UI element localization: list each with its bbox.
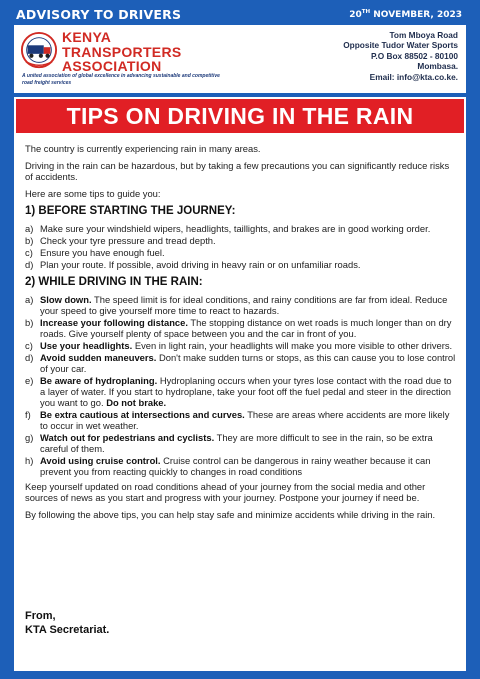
item-marker: h): [25, 455, 34, 466]
address-line: Opposite Tudor Water Sports: [343, 40, 458, 51]
item-emphasis: Do not brake.: [106, 397, 167, 408]
section-heading: 2) WHILE DRIVING IN THE RAIN:: [25, 276, 203, 288]
item-text: Even in light rain, your headlights will make you more visible to other drivers.: [132, 340, 453, 351]
list-item: [25, 375, 456, 408]
closing-paragraph: By following the above tips, you can help stay safe and minimize accidents while driving in the rain.: [25, 509, 436, 520]
item-text: Cruise control can be dangerous in rainy weather because it can prevent you from reacting quickly to changes in road conditions: [40, 455, 431, 477]
item-marker: b): [25, 235, 34, 246]
letterhead: [14, 25, 466, 93]
list-item: [25, 455, 456, 477]
item-text: Don't make sudden turns or stops, as this can cause you to lose control of your car.: [40, 352, 456, 374]
closing-paragraph: Keep yourself updated on road conditions ahead of your journey from the social media and other sources of news as you start and progress with your journey. Postpone your journey if need be.: [25, 481, 426, 503]
org-name-line: KENYA: [62, 29, 112, 45]
while-driving-list: [25, 294, 456, 477]
organization-name: [62, 30, 182, 74]
kta-logo-icon: [20, 31, 58, 71]
list-item: [25, 317, 456, 339]
item-lead: Use your headlights.: [40, 340, 133, 351]
intro-paragraph: Here are some tips to guide you:: [25, 188, 161, 199]
list-item: [25, 259, 456, 270]
date-rest: NOVEMBER, 2023: [370, 10, 462, 20]
org-address: [343, 30, 458, 82]
date-suffix: TH: [361, 9, 371, 15]
item-lead: Be aware of hydroplaning.: [40, 375, 158, 386]
item-text: These are areas where accidents are more likely to occur in wet weather.: [40, 409, 450, 431]
sign-sender: KTA Secretariat.: [25, 624, 110, 636]
list-item: [25, 235, 456, 246]
advisory-body: [14, 135, 466, 671]
item-lead: Slow down.: [40, 294, 92, 305]
item-marker: e): [25, 375, 34, 386]
item-marker: c): [25, 340, 33, 351]
item-marker: b): [25, 317, 34, 328]
item-marker: d): [25, 352, 34, 363]
item-text: Plan your route. If possible, avoid driving in heavy rain or on unfamiliar roads.: [40, 259, 361, 270]
item-lead: Increase your following distance.: [40, 317, 188, 328]
org-tagline: A united association of global excellence in advancing sustainable and competitive road freight services: [22, 73, 220, 86]
sign-from: From,: [25, 610, 56, 622]
org-name-line: ASSOCIATION: [62, 58, 162, 74]
intro-paragraph: Driving in the rain can be hazardous, but by taking a few precautions you can significantly reduce risks of accidents.: [25, 160, 450, 182]
list-item: [25, 223, 456, 234]
date-day: 20: [349, 10, 362, 20]
item-marker: d): [25, 259, 34, 270]
list-item: [25, 247, 456, 258]
list-item: [25, 352, 456, 374]
item-lead: Avoid using cruise control.: [40, 455, 161, 466]
list-item: [25, 432, 456, 454]
list-item: [25, 340, 456, 351]
item-marker: a): [25, 294, 34, 305]
item-text: Hydroplaning occurs when your tyres lose contact with the road due to a layer of water. If you start to hydroplane, take your foot off the fuel pedal and steer in the direction you want to go.: [40, 375, 452, 408]
item-lead: Avoid sudden maneuvers.: [40, 352, 157, 363]
item-text: The speed limit is for ideal conditions, and rainy conditions are far from ideal. Reduce your speed to give yourself more time to react to hazards.: [40, 294, 448, 316]
signature-block: [25, 609, 109, 637]
address-line: P.O Box 88502 - 80100: [370, 50, 458, 61]
item-text: Make sure your windshield wipers, headlights, taillights, and brakes are in good working order.: [40, 223, 431, 234]
item-marker: f): [25, 409, 31, 420]
email-line: Email: info@kta.co.ke.: [369, 71, 458, 82]
address-line: Mombasa.: [417, 61, 458, 72]
before-journey-list: [25, 223, 456, 270]
item-text: Check your tyre pressure and tread depth.: [40, 235, 216, 246]
intro-paragraph: The country is currently experiencing rain in many areas.: [25, 143, 261, 154]
advisory-date: [349, 9, 462, 20]
address-line: Tom Mboya Road: [389, 30, 458, 40]
item-marker: g): [25, 432, 34, 443]
advisory-bar: [6, 4, 474, 24]
item-marker: c): [25, 247, 33, 258]
item-text: They are more difficult to see in the rain, so be extra careful of them.: [40, 432, 433, 454]
org-name-line: TRANSPORTERS: [62, 43, 182, 60]
page-title-banner: TIPS ON DRIVING IN THE RAIN: [14, 97, 466, 135]
section-heading: 1) BEFORE STARTING THE JOURNEY:: [25, 205, 236, 217]
advisory-title: ADVISORY TO DRIVERS: [16, 7, 182, 22]
item-text: Ensure you have enough fuel.: [40, 247, 165, 258]
list-item: [25, 409, 456, 431]
item-lead: Watch out for pedestrians and cyclists.: [40, 432, 215, 443]
list-item: [25, 294, 456, 316]
item-lead: Be extra cautious at intersections and curves.: [40, 409, 245, 420]
item-marker: a): [25, 223, 34, 234]
item-text: The stopping distance on wet roads is much longer than on dry roads. Give yourself plenty of space between you and the car in front of you.: [40, 317, 452, 339]
